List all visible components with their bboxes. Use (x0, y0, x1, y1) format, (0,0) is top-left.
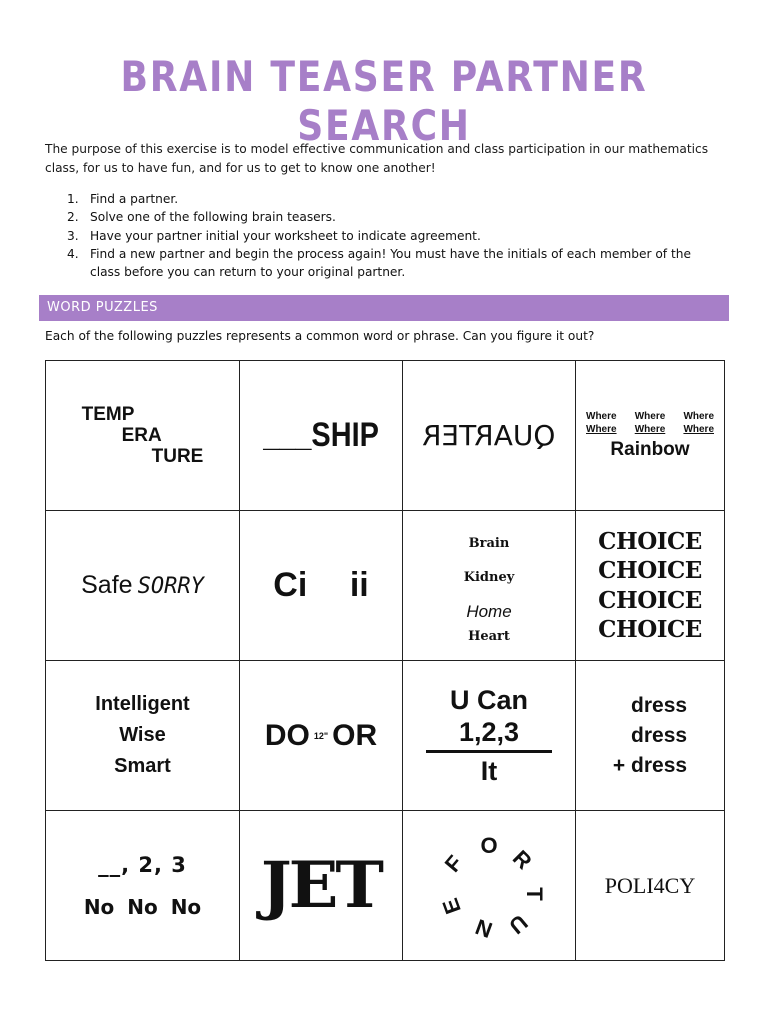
circular-word (434, 831, 547, 943)
list-item (45, 190, 705, 208)
table-row (46, 361, 725, 511)
puzzle-text: TEMP (81, 404, 135, 425)
puzzle-text: Safe (81, 571, 133, 599)
puzzle-text: Rainbow (610, 439, 690, 460)
puzzle-cell-door (240, 661, 403, 811)
puzzle-cell-dress (576, 661, 725, 811)
puzzle-cell-intelligent (46, 661, 240, 811)
puzzle-cell-u-can-count (403, 661, 576, 811)
puzzle-text: Kidney (463, 569, 515, 585)
list-item (45, 208, 705, 226)
fraction-line (426, 750, 552, 753)
puzzle-text: Ci (273, 566, 308, 604)
puzzle-letter: R (507, 844, 537, 874)
puzzle-letter: T (522, 886, 547, 901)
puzzle-text: Smart (114, 755, 171, 777)
step-number: 2. (67, 210, 79, 225)
puzzle-text: ___SHIP (263, 416, 379, 454)
puzzle-cell-rainbow (576, 361, 725, 511)
puzzle-cell-ci-ii (240, 511, 403, 661)
puzzle-text: Home (466, 601, 512, 621)
puzzle-cell-no-no-no (46, 811, 240, 961)
section-heading-bar: WORD PUZZLES (39, 295, 729, 321)
puzzle-cell-ship (240, 361, 403, 511)
puzzle-text: dress (631, 693, 688, 717)
puzzle-text: ERA (121, 425, 162, 446)
puzzle-text: Where (634, 411, 666, 422)
step-text: Find a new partner and begin the process again! You must have the initials of each member of the class before you can return to your original partner. (90, 246, 691, 280)
puzzle-cell-jet (240, 811, 403, 961)
puzzle-text: CHOICE (598, 527, 702, 555)
table-row (46, 811, 725, 961)
puzzle-text: TURE (151, 446, 204, 467)
puzzle-cell-safe-sorry (46, 511, 240, 661)
step-number: 4. (67, 246, 79, 261)
instructions-list (45, 190, 705, 281)
puzzle-text: Where (683, 411, 714, 422)
puzzle-cell-policy (576, 811, 725, 961)
puzzle-letter: N (472, 913, 496, 943)
puzzle-text: CHOICE (598, 616, 702, 643)
puzzle-text: DO (264, 718, 310, 752)
puzzle-cell-organs (403, 511, 576, 661)
puzzle-text: 12" (313, 730, 329, 741)
puzzle-letter: E (437, 894, 466, 917)
puzzle-text-mirrored: QUARTER (422, 419, 556, 452)
table-row (46, 511, 725, 661)
puzzle-text: Heart (468, 628, 510, 644)
puzzle-letter: F (439, 849, 468, 877)
puzzle-text: OR (332, 718, 378, 752)
puzzle-letter: O (480, 832, 498, 858)
puzzle-text: + dress (612, 753, 688, 777)
puzzle-cell-quarter (403, 361, 576, 511)
puzzle-cell-choice (576, 511, 725, 661)
puzzle-text: Where (634, 424, 666, 435)
puzzle-cell-fortune (403, 811, 576, 961)
list-item (45, 245, 705, 282)
puzzle-text: CHOICE (598, 586, 702, 614)
puzzle-text: POLI4CY (604, 872, 696, 898)
step-text: Solve one of the following brain teasers. (90, 210, 336, 225)
puzzle-text: ii (349, 566, 369, 604)
table-row (46, 661, 725, 811)
list-item (45, 227, 705, 245)
puzzle-text: U Can (449, 685, 528, 715)
puzzle-text: CHOICE (598, 557, 702, 584)
puzzle-text: Intelligent (95, 693, 190, 715)
puzzle-text: SORRY (137, 574, 204, 599)
step-number: 3. (67, 228, 79, 243)
puzzle-text: __, 2, 3 (98, 852, 187, 877)
puzzle-grid (45, 360, 725, 961)
puzzle-text: No No No (83, 894, 202, 919)
puzzle-text: Where (586, 424, 617, 435)
page-title: BRAIN TEASER PARTNER SEARCH (120, 52, 648, 150)
section-description: Each of the following puzzles represents a common word or phrase. Can you figure it out? (45, 329, 595, 343)
puzzle-cell-temperature (46, 361, 240, 511)
puzzle-text: Wise (119, 724, 166, 746)
puzzle-text: 1,2,3 (458, 717, 520, 747)
puzzle-letter: U (504, 909, 533, 939)
puzzle-text: Where (683, 424, 714, 435)
step-text: Find a partner. (90, 192, 179, 206)
step-number: 1. (67, 192, 79, 206)
puzzle-text: Where (586, 411, 617, 422)
intro-paragraph: The purpose of this exercise is to model effective communication and class participation in our mathematics class, for us to have fun, and for us to get to know one another! (45, 142, 709, 175)
step-text: Have your partner initial your worksheet to indicate agreement. (90, 228, 481, 243)
puzzle-text: It (480, 756, 498, 786)
puzzle-text: Brain (468, 535, 510, 551)
puzzle-text: dress (631, 723, 688, 747)
puzzle-text: JET (260, 848, 382, 923)
